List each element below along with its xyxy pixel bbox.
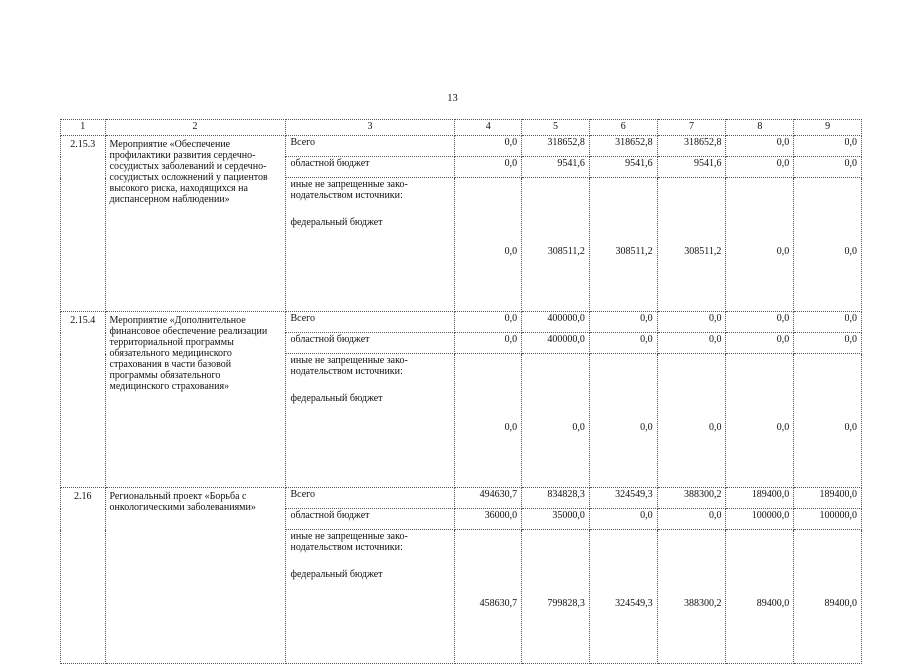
item-code: 2.16 bbox=[61, 488, 106, 664]
federal-value: 0,0 bbox=[504, 246, 518, 257]
value-cell: 0,0 bbox=[794, 312, 862, 333]
item-code: 2.15.4 bbox=[61, 312, 106, 488]
source-label-federal: федеральный бюджет bbox=[290, 217, 383, 228]
header-cell: 4 bbox=[455, 120, 522, 136]
value-cell: 9541,6 bbox=[657, 157, 726, 178]
federal-value: 0,0 bbox=[844, 422, 857, 433]
table-row bbox=[61, 488, 862, 509]
source-label-total: Всего bbox=[285, 312, 455, 333]
value-cell bbox=[589, 354, 657, 488]
value-cell bbox=[522, 178, 590, 312]
value-cell bbox=[589, 178, 657, 312]
source-label-other-text: иные не запрещенные зако-нодательством источники: bbox=[290, 179, 408, 201]
source-label-regional: областной бюджет bbox=[285, 333, 455, 354]
value-cell: 400000,0 bbox=[522, 312, 590, 333]
value-cell: 35000,0 bbox=[522, 509, 590, 530]
value-cell: 0,0 bbox=[657, 333, 726, 354]
source-label-other-text: иные не запрещенные зако-нодательством источники: bbox=[290, 355, 408, 377]
federal-value: 89400,0 bbox=[756, 598, 790, 609]
source-label-other bbox=[285, 354, 455, 488]
federal-value: 0,0 bbox=[640, 422, 653, 433]
value-cell: 494630,7 bbox=[455, 488, 522, 509]
value-cell bbox=[657, 178, 726, 312]
federal-value: 0,0 bbox=[776, 246, 790, 257]
value-cell: 318652,8 bbox=[657, 136, 726, 157]
value-cell: 834828,3 bbox=[522, 488, 590, 509]
header-cell: 8 bbox=[726, 120, 794, 136]
header-cell: 2 bbox=[105, 120, 285, 136]
value-cell: 9541,6 bbox=[522, 157, 590, 178]
value-cell bbox=[657, 530, 726, 664]
value-cell: 36000,0 bbox=[455, 509, 522, 530]
budget-table bbox=[60, 119, 862, 664]
value-cell: 0,0 bbox=[589, 333, 657, 354]
source-label-other bbox=[285, 530, 455, 664]
header-cell: 3 bbox=[285, 120, 455, 136]
value-cell: 0,0 bbox=[589, 509, 657, 530]
federal-value: 388300,2 bbox=[683, 598, 722, 609]
value-cell: 400000,0 bbox=[522, 333, 590, 354]
source-label-federal: федеральный бюджет bbox=[290, 393, 383, 404]
page-number: 13 bbox=[447, 93, 458, 104]
source-label-federal: федеральный бюджет bbox=[290, 569, 383, 580]
federal-value: 0,0 bbox=[572, 422, 585, 433]
value-cell bbox=[522, 354, 590, 488]
value-cell: 0,0 bbox=[657, 312, 726, 333]
item-code: 2.15.3 bbox=[61, 136, 106, 312]
value-cell bbox=[522, 530, 590, 664]
value-cell: 0,0 bbox=[794, 136, 862, 157]
source-label-other bbox=[285, 178, 455, 312]
value-cell bbox=[455, 178, 522, 312]
value-cell: 0,0 bbox=[455, 157, 522, 178]
header-cell: 6 bbox=[589, 120, 657, 136]
source-label-regional: областной бюджет bbox=[285, 157, 455, 178]
header-row bbox=[61, 120, 862, 136]
header-cell: 1 bbox=[61, 120, 106, 136]
value-cell: 100000,0 bbox=[726, 509, 794, 530]
value-cell bbox=[589, 530, 657, 664]
value-cell: 189400,0 bbox=[794, 488, 862, 509]
value-cell: 324549,3 bbox=[589, 488, 657, 509]
value-cell bbox=[657, 354, 726, 488]
value-cell: 0,0 bbox=[794, 157, 862, 178]
value-cell: 0,0 bbox=[589, 312, 657, 333]
header-cell: 7 bbox=[657, 120, 726, 136]
value-cell: 189400,0 bbox=[726, 488, 794, 509]
source-label-regional: областной бюджет bbox=[285, 509, 455, 530]
value-cell: 0,0 bbox=[726, 333, 794, 354]
value-cell bbox=[726, 178, 794, 312]
federal-value: 0,0 bbox=[504, 422, 518, 433]
value-cell: 0,0 bbox=[455, 136, 522, 157]
federal-value: 308511,2 bbox=[615, 246, 653, 257]
value-cell bbox=[455, 354, 522, 488]
federal-value: 799828,3 bbox=[547, 598, 585, 609]
source-label-total: Всего bbox=[285, 136, 455, 157]
value-cell: 0,0 bbox=[455, 333, 522, 354]
federal-value: 308511,2 bbox=[684, 246, 722, 257]
item-description: Мероприятие «Обеспечение профилактики развития сердечно-сосудистых заболеваний и сердечно-сосудистых осложнений у пациентов высокого риска, находящихся на диспансерном наблюдении» bbox=[105, 136, 285, 312]
value-cell bbox=[794, 354, 862, 488]
value-cell bbox=[455, 530, 522, 664]
source-label-other-text: иные не запрещенные зако-нодательством источники: bbox=[290, 531, 408, 553]
item-description: Мероприятие «Дополнительное финансовое обеспечение реализации территориальной программы обязательного медицинского страхования в части базовой программы обязательного медицинского страхования» bbox=[105, 312, 285, 488]
federal-value: 0,0 bbox=[708, 422, 722, 433]
value-cell: 0,0 bbox=[794, 333, 862, 354]
federal-value: 308511,2 bbox=[547, 246, 585, 257]
federal-value: 89400,0 bbox=[824, 598, 857, 609]
value-cell: 318652,8 bbox=[589, 136, 657, 157]
value-cell bbox=[794, 530, 862, 664]
federal-value: 324549,3 bbox=[615, 598, 653, 609]
value-cell: 0,0 bbox=[657, 509, 726, 530]
value-cell: 0,0 bbox=[726, 157, 794, 178]
header-cell: 9 bbox=[794, 120, 862, 136]
value-cell: 0,0 bbox=[726, 136, 794, 157]
table-row bbox=[61, 136, 862, 157]
value-cell: 0,0 bbox=[455, 312, 522, 333]
value-cell bbox=[726, 530, 794, 664]
value-cell bbox=[726, 354, 794, 488]
value-cell: 9541,6 bbox=[589, 157, 657, 178]
value-cell bbox=[794, 178, 862, 312]
value-cell: 0,0 bbox=[726, 312, 794, 333]
value-cell: 318652,8 bbox=[522, 136, 590, 157]
value-cell: 100000,0 bbox=[794, 509, 862, 530]
federal-value: 0,0 bbox=[844, 246, 857, 257]
header-cell: 5 bbox=[522, 120, 590, 136]
table-row bbox=[61, 312, 862, 333]
source-label-total: Всего bbox=[285, 488, 455, 509]
item-description: Региональный проект «Борьба с онкологическими заболеваниями» bbox=[105, 488, 285, 664]
value-cell: 388300,2 bbox=[657, 488, 726, 509]
federal-value: 0,0 bbox=[776, 422, 790, 433]
federal-value: 458630,7 bbox=[479, 598, 518, 609]
